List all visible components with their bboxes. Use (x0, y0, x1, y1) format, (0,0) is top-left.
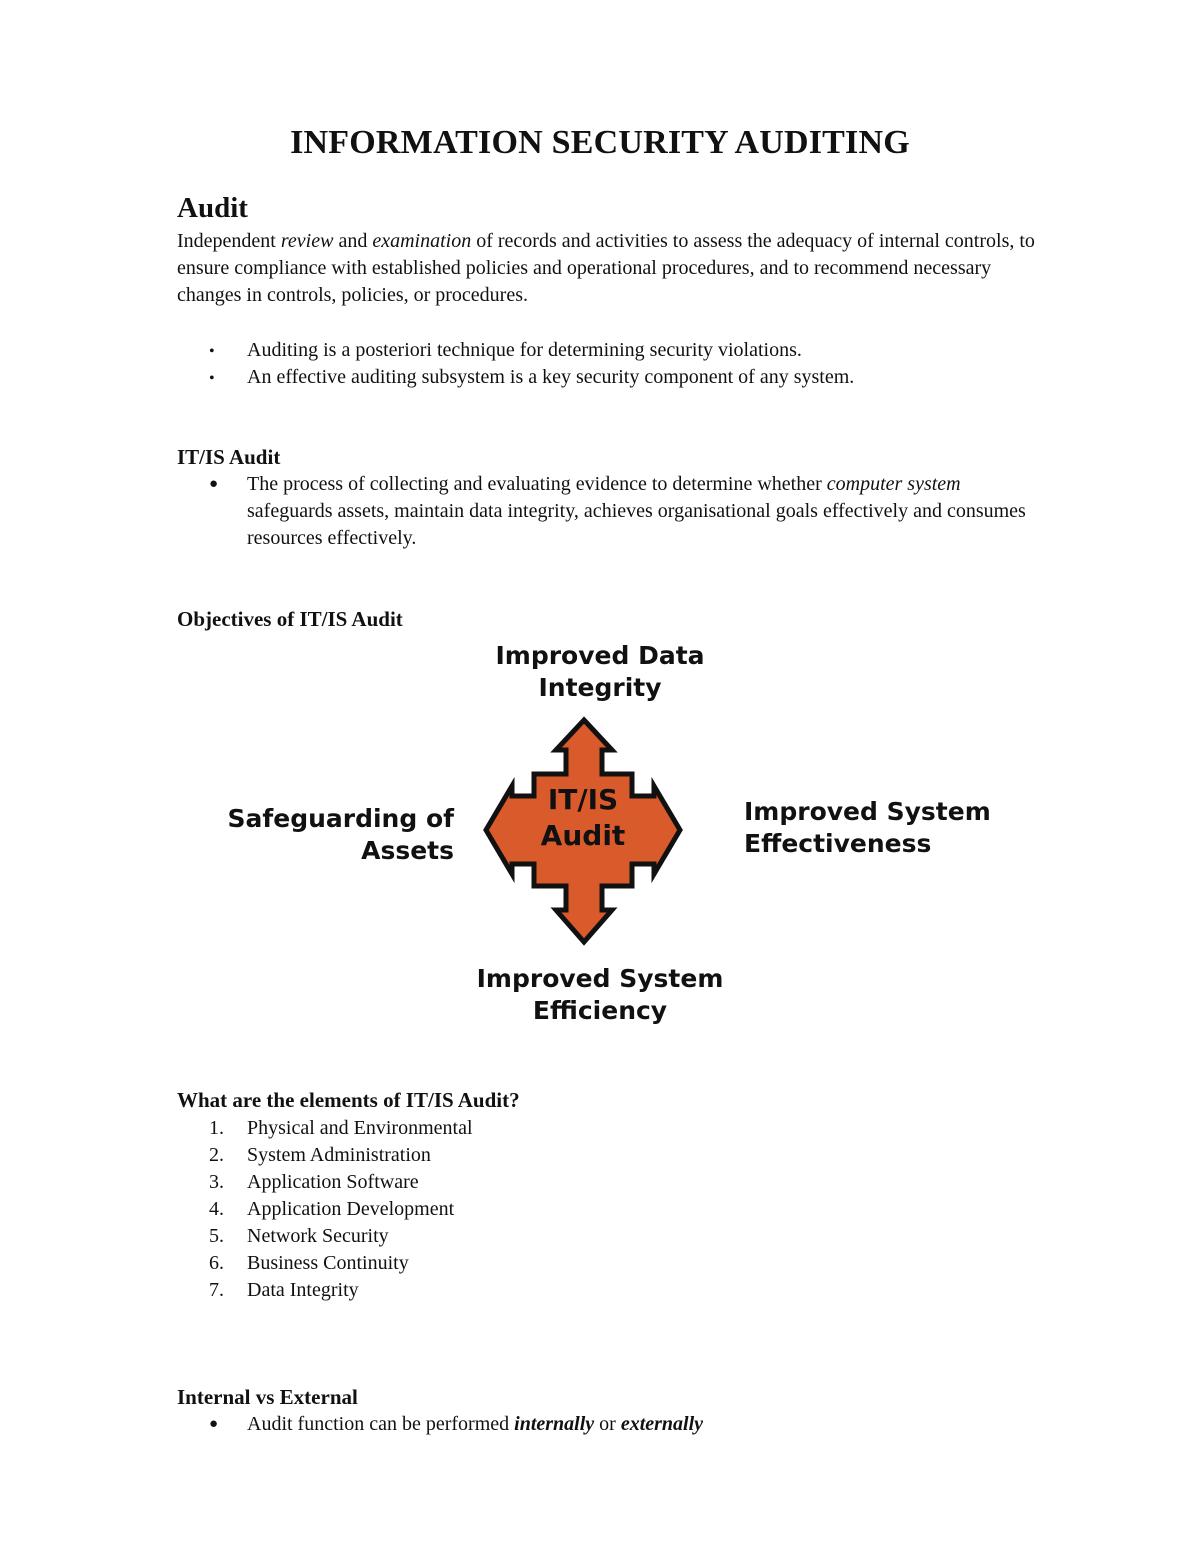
center-line-1: IT/IS (547, 783, 619, 816)
list-item (177, 471, 1037, 552)
objective-top-line-2: Integrity (538, 673, 662, 702)
objective-bottom-label (440, 963, 760, 1027)
audit-definition-review: review (280, 230, 334, 252)
list-number: 1. (209, 1117, 224, 1139)
audit-definition-examination: examination (372, 230, 472, 252)
bullet-icon (209, 337, 239, 365)
objective-top-line-1: Improved Data (495, 641, 705, 670)
diagram-center-label (533, 782, 633, 854)
element-item: Network Security (247, 1225, 389, 1247)
elements-heading: What are the elements of IT/IS Audit? (177, 1088, 520, 1112)
objective-top-label (450, 640, 750, 704)
list-item (177, 1115, 777, 1142)
ie-bullet-text-2: or (594, 1413, 621, 1435)
audit-definition-text-1: Independent (177, 230, 281, 252)
list-number: 4. (209, 1198, 224, 1220)
center-line-2: Audit (540, 819, 626, 852)
objective-left-line-1: Safeguarding of (227, 804, 454, 833)
element-item: Data Integrity (247, 1279, 359, 1301)
objective-right-line-2: Effectiveness (744, 829, 932, 858)
element-item: Physical and Environmental (247, 1117, 473, 1139)
list-item (177, 1142, 777, 1169)
audit-bullet-2: An effective auditing subsystem is a key security component of any system. (247, 366, 855, 388)
list-item (177, 1250, 777, 1277)
element-item: System Administration (247, 1144, 431, 1166)
itis-audit-bullet-list (177, 471, 1037, 552)
objective-right-line-1: Improved System (744, 797, 991, 826)
internal-external-heading: Internal vs External (177, 1385, 358, 1409)
objective-left-label (180, 803, 454, 867)
element-item: Application Development (247, 1198, 455, 1220)
bullet-icon (209, 1411, 239, 1440)
audit-definition-text-3: of records and activities to assess the adequacy of internal controls, to ensure compliance with established policies and operational procedures, and to recommend necessary changes in controls, policies, or procedures. (177, 230, 1035, 306)
list-item (177, 364, 1077, 391)
objective-right-label (744, 796, 1044, 860)
itis-audit-heading: IT/IS Audit (177, 445, 281, 469)
audit-definition-text-2: and (333, 230, 373, 252)
list-item (177, 1196, 777, 1223)
objective-bottom-line-1: Improved System (476, 964, 724, 993)
list-number: 2. (209, 1144, 224, 1166)
itis-bullet-text-2: safeguards assets, maintain data integrity, achieves organisational goals effectively and consumes resources effectively. (247, 500, 1026, 549)
objectives-heading: Objectives of IT/IS Audit (177, 607, 403, 631)
audit-bullet-list (177, 337, 1077, 391)
element-item: Application Software (247, 1171, 419, 1193)
element-item: Business Continuity (247, 1252, 409, 1274)
ie-bullet-text-1: Audit function can be performed (247, 1413, 515, 1435)
internal-external-bullet-list (177, 1411, 1037, 1438)
list-number: 6. (209, 1252, 224, 1274)
objective-bottom-line-2: Efficiency (532, 996, 668, 1025)
ie-bullet-internally: internally (514, 1413, 595, 1435)
list-item (177, 337, 1077, 364)
list-number: 3. (209, 1171, 224, 1193)
audit-bullet-1: Auditing is a posteriori technique for determining security violations. (247, 339, 802, 361)
list-item (177, 1169, 777, 1196)
list-item (177, 1411, 1037, 1438)
bullet-icon (209, 364, 239, 392)
ie-bullet-externally: externally (620, 1413, 704, 1435)
list-number: 5. (209, 1225, 224, 1247)
itis-bullet-computer-system: computer system (826, 473, 961, 495)
bullet-icon (209, 471, 239, 500)
itis-bullet-text-1: The process of collecting and evaluating evidence to determine whether (247, 473, 827, 495)
audit-definition (177, 228, 1037, 309)
list-item (177, 1223, 777, 1250)
list-item (177, 1277, 777, 1304)
elements-list (177, 1115, 777, 1304)
objective-left-line-2: Assets (361, 836, 454, 865)
list-number: 7. (209, 1279, 224, 1301)
audit-heading: Audit (177, 192, 248, 224)
document-title: INFORMATION SECURITY AUDITING (290, 124, 910, 161)
